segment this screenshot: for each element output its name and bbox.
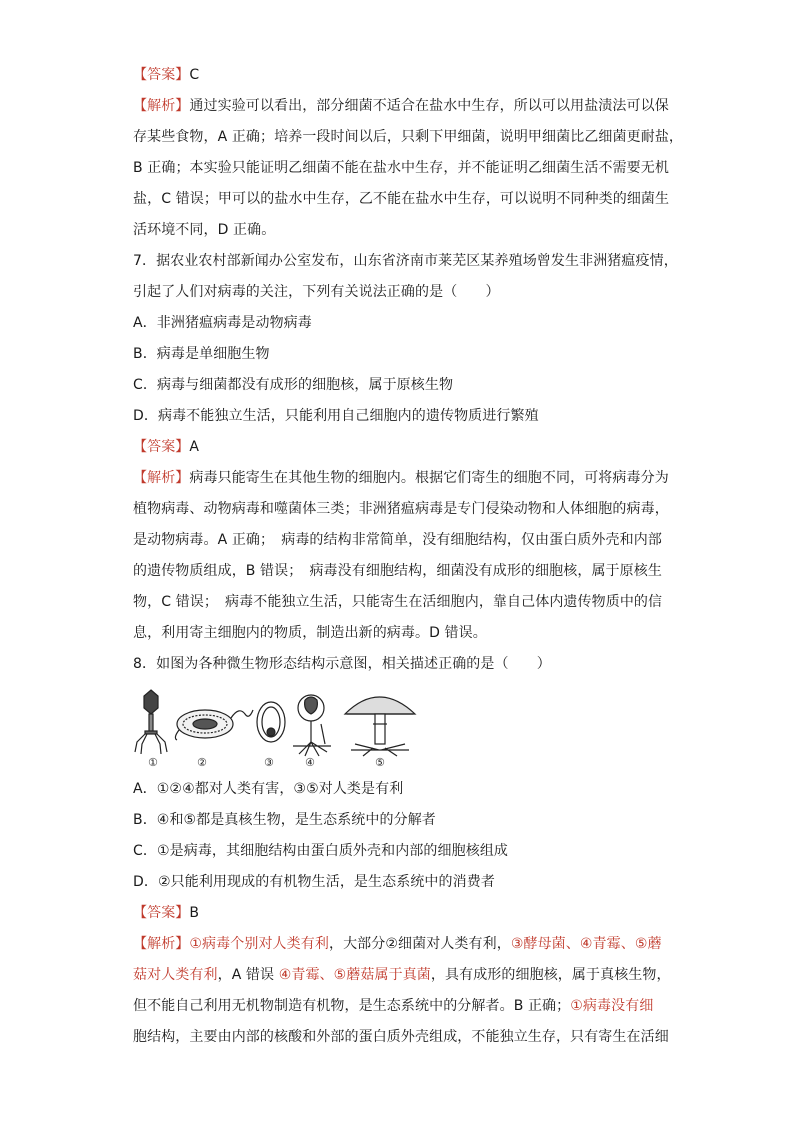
q8-answer xyxy=(133,898,665,929)
q7-stem: 7．据农业农村部新闻办公室发布，山东省济南市莱芜区某养殖场曾发生非洲猪瘟疫情， xyxy=(133,253,678,269)
q7-option-c: C．病毒与细菌都没有成形的细胞核，属于原核生物 xyxy=(133,377,454,393)
answer-value: C xyxy=(189,67,200,83)
q8-analysis-line: 菇对人类有利，A 错误 ④青霉、⑤蘑菇属于真菌，具有成形的细胞核，属于真核生物， xyxy=(133,967,671,983)
q7-option-a: A．非洲猪瘟病毒是动物病毒 xyxy=(133,315,312,331)
q7-analysis-line: 物，C 错误； 病毒不能独立生活，只能寄生在活细胞内，靠自己体内遗传物质中的信 xyxy=(133,594,663,610)
q7-answer xyxy=(133,432,665,463)
microorganism-drawings xyxy=(133,684,433,774)
q8-stem: 8．如图为各种微生物形态结构示意图，相关描述正确的是（ ） xyxy=(133,656,551,672)
figure-label-1: ① xyxy=(148,756,158,769)
q6-analysis-line: 盐，C 错误；甲可以的盐水中生存，乙不能在盐水中生存，可以说明不同种类的细菌生 xyxy=(133,191,670,207)
q7-stem: 引起了人们对病毒的关注，下列有关说法正确的是（ ） xyxy=(133,284,500,300)
q7-analysis-line: 【解析】病毒只能寄生在其他生物的细胞内。根据它们寄生的细胞不同，可将病毒分为 xyxy=(133,470,669,486)
figure-label-3: ③ xyxy=(264,756,274,769)
q6-analysis-line: B 正确；本实验只能证明乙细菌不能在盐水中生存，并不能证明乙细菌生活不需要无机 xyxy=(133,160,669,176)
q8-analysis-line: 但不能自己利用无机物制造有机物，是生态系统中的分解者。B 正确；①病毒没有细 xyxy=(133,998,654,1014)
q8-analysis-line: 【解析】①病毒个别对人类有利，大部分②细菌对人类有利，③酵母菌、④青霉、⑤蘑 xyxy=(133,936,662,952)
answer-value: A xyxy=(189,439,200,455)
document-content xyxy=(133,60,684,1053)
analysis-tag: 【解析】 xyxy=(133,470,190,486)
q6-analysis-line: 活环境不同，D 正确。 xyxy=(133,222,276,238)
q7-analysis-line: 的遗传物质组成，B 错误； 病毒没有细胞结构，细菌没有成形的细胞核，属于原核生 xyxy=(133,563,662,579)
q6-analysis-line: 存某些食物，A 正确；培养一段时间以后，只剩下甲细菌，说明甲细菌比乙细菌更耐盐， xyxy=(133,129,684,145)
figure-label-2: ② xyxy=(197,756,207,769)
q7-analysis-line: 息，利用寄主细胞内的物质，制造出新的病毒。D 错误。 xyxy=(133,625,487,641)
q7-analysis-line: 是动物病毒。A 正确； 病毒的结构非常简单，没有细胞结构，仅由蛋白质外壳和内部 xyxy=(133,532,662,548)
analysis-tag: 【解析】 xyxy=(133,936,190,952)
answer-tag: 【答案】 xyxy=(133,905,190,921)
answer-tag: 【答案】 xyxy=(133,439,190,455)
answer-tag: 【答案】 xyxy=(133,67,190,83)
q8-option-c: C．①是病毒，其细胞结构由蛋白质外壳和内部的细胞核组成 xyxy=(133,843,509,859)
q7-option-d: D．病毒不能独立生活，只能利用自己细胞内的遗传物质进行繁殖 xyxy=(133,408,539,424)
figure-label-4: ④ xyxy=(305,756,315,769)
q7-option-b: B．病毒是单细胞生物 xyxy=(133,346,270,362)
bacterium-drawing xyxy=(175,710,253,740)
figure-label-5: ⑤ xyxy=(375,756,385,769)
penicillium-drawing xyxy=(293,695,331,756)
q6-analysis-line: 【解析】通过实验可以看出，部分细菌不适合在盐水中生存，所以可以用盐渍法可以保 xyxy=(133,98,669,114)
q6-answer xyxy=(133,60,665,91)
answer-value: B xyxy=(189,905,200,921)
q8-option-d: D．②只能利用现成的有机物生活，是生态系统中的消费者 xyxy=(133,874,495,890)
q7-analysis-line: 植物病毒、动物病毒和噬菌体三类；非洲猪瘟病毒是专门侵染动物和人体细胞的病毒， xyxy=(133,501,669,517)
q8-option-a: A．①②④都对人类有害，③⑤对人类是有利 xyxy=(133,781,404,797)
bacteriophage-drawing xyxy=(135,690,167,754)
yeast-drawing xyxy=(257,702,285,742)
microorganism-figure xyxy=(133,684,665,774)
analysis-tag: 【解析】 xyxy=(133,98,190,114)
q8-analysis-line: 胞结构，主要由内部的核酸和外部的蛋白质外壳组成，不能独立生存，只有寄生在活细 xyxy=(133,1029,669,1045)
q8-option-b: B．④和⑤都是真核生物，是生态系统中的分解者 xyxy=(133,812,436,828)
mushroom-drawing xyxy=(345,697,415,756)
